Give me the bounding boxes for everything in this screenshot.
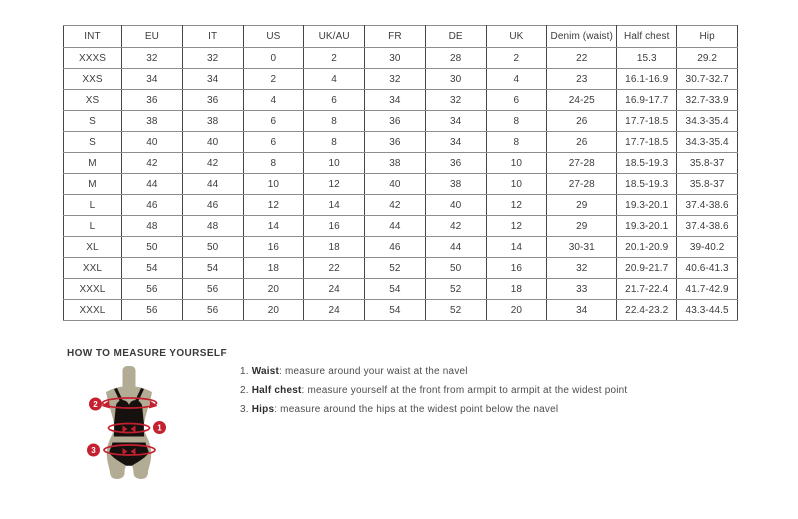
table-cell: 38 [182,111,243,132]
column-header: IT [182,26,243,48]
table-row [64,279,738,300]
table-cell: 22.4-23.2 [617,300,677,321]
table-cell: 37.4-38.6 [677,216,738,237]
measure-section-heading: HOW TO MEASURE YOURSELF [67,348,227,359]
table-cell: 21.7-22.4 [617,279,677,300]
table-cell: 12 [304,174,365,195]
table-cell: 6 [304,90,365,111]
table-cell: 46 [182,195,243,216]
table-cell: 32 [365,69,426,90]
table-cell: 36 [122,90,183,111]
table-cell: 40 [122,132,183,153]
table-cell: 20 [243,279,304,300]
table-cell: 32 [425,90,486,111]
table-cell: 14 [304,195,365,216]
table-cell: 18 [243,258,304,279]
table-cell: XS [64,90,122,111]
table-cell: 42 [425,216,486,237]
table-cell: 4 [486,69,547,90]
table-cell: 18 [486,279,547,300]
table-cell: 22 [304,258,365,279]
table-cell: 12 [486,216,547,237]
table-cell: 44 [182,174,243,195]
column-header: US [243,26,304,48]
table-cell: 44 [122,174,183,195]
table-cell: 6 [243,111,304,132]
table-row [64,153,738,174]
measure-item-half-chest [240,385,627,396]
column-header: INT [64,26,122,48]
table-cell: 43.3-44.5 [677,300,738,321]
table-cell: 56 [122,279,183,300]
table-cell: 17.7-18.5 [617,132,677,153]
table-cell: 10 [486,153,547,174]
table-cell: 10 [486,174,547,195]
table-cell: 16 [486,258,547,279]
table-cell: 38 [365,153,426,174]
item-number: 2. [240,385,249,396]
table-cell: 2 [486,48,547,69]
table-cell: 20.1-20.9 [617,237,677,258]
table-cell: 2 [304,48,365,69]
table-cell: 12 [243,195,304,216]
table-cell: 34 [425,132,486,153]
table-cell: 50 [425,258,486,279]
table-cell: 16 [304,216,365,237]
table-cell: 33 [547,279,617,300]
table-cell: 18.5-19.3 [617,174,677,195]
item-text: : measure around your waist at the navel [279,366,468,377]
table-cell: 40.6-41.3 [677,258,738,279]
measure-item-waist [240,366,627,377]
table-cell: 34 [122,69,183,90]
table-cell: 34 [365,90,426,111]
badge-half-chest-number: 2 [93,400,98,409]
table-cell: 52 [365,258,426,279]
measure-item-hips [240,404,627,415]
column-header: EU [122,26,183,48]
item-text: : measure yourself at the front from armpit to armpit at the widest point [301,385,628,396]
item-label: Hips [251,404,275,415]
table-cell: 26 [547,111,617,132]
table-cell: 34.3-35.4 [677,132,738,153]
size-table-body [64,48,738,321]
table-cell: 36 [182,90,243,111]
table-cell: 20 [243,300,304,321]
table-cell: 36 [365,111,426,132]
table-cell: 32 [122,48,183,69]
size-table-head-row [64,26,738,48]
table-cell: 8 [486,132,547,153]
item-label: Waist [251,366,280,377]
table-cell: 6 [486,90,547,111]
table-cell: 15.3 [617,48,677,69]
table-cell: 40 [365,174,426,195]
table-cell: 20.9-21.7 [617,258,677,279]
table-cell: 48 [122,216,183,237]
table-cell: 18 [304,237,365,258]
column-header: Denim (waist) [547,26,617,48]
table-cell: 8 [243,153,304,174]
table-cell: S [64,111,122,132]
table-cell: 52 [425,279,486,300]
measure-instructions [240,366,627,423]
table-cell: 42 [365,195,426,216]
table-cell: M [64,174,122,195]
table-cell: 4 [304,69,365,90]
table-cell: 44 [425,237,486,258]
table-cell: 27-28 [547,153,617,174]
table-cell: 52 [425,300,486,321]
table-row [64,90,738,111]
table-cell: 16 [243,237,304,258]
column-header: DE [425,26,486,48]
table-cell: 35.8-37 [677,174,738,195]
badge-waist-number: 1 [157,423,162,433]
table-cell: 50 [122,237,183,258]
table-row [64,237,738,258]
item-number: 1. [240,366,249,377]
table-cell: 34.3-35.4 [677,111,738,132]
table-cell: 56 [182,300,243,321]
table-cell: 27-28 [547,174,617,195]
table-cell: 19.3-20.1 [617,216,677,237]
table-cell: 54 [122,258,183,279]
table-cell: 29.2 [677,48,738,69]
table-cell: 18.5-19.3 [617,153,677,174]
table-cell: 54 [182,258,243,279]
table-cell: 2 [243,69,304,90]
table-cell: 30-31 [547,237,617,258]
table-cell: 34 [182,69,243,90]
table-cell: 40 [182,132,243,153]
table-row [64,69,738,90]
table-cell: 30.7-32.7 [677,69,738,90]
table-cell: 17.7-18.5 [617,111,677,132]
column-header: UK [486,26,547,48]
table-row [64,174,738,195]
table-cell: XL [64,237,122,258]
column-header: Hip [677,26,738,48]
size-chart-table [63,25,738,321]
table-cell: 19.3-20.1 [617,195,677,216]
size-table-head [64,26,738,48]
table-cell: 40 [425,195,486,216]
table-cell: 29 [547,195,617,216]
table-cell: 14 [486,237,547,258]
table-cell: 37.4-38.6 [677,195,738,216]
table-cell: 30 [425,69,486,90]
table-cell: 10 [243,174,304,195]
table-cell: 20 [486,300,547,321]
table-row [64,216,738,237]
table-cell: 22 [547,48,617,69]
table-cell: L [64,195,122,216]
table-cell: 0 [243,48,304,69]
table-cell: 32.7-33.9 [677,90,738,111]
table-cell: XXS [64,69,122,90]
table-cell: S [64,132,122,153]
table-cell: 50 [182,237,243,258]
mannequin-illustration [84,366,179,481]
table-cell: 39-40.2 [677,237,738,258]
table-cell: 44 [365,216,426,237]
table-cell: 42 [182,153,243,174]
table-cell: XXXS [64,48,122,69]
table-row [64,258,738,279]
column-header: Half chest [617,26,677,48]
column-header: FR [365,26,426,48]
table-cell: 16.9-17.7 [617,90,677,111]
table-cell: XXL [64,258,122,279]
table-cell: 29 [547,216,617,237]
item-label: Half chest [251,385,302,396]
table-cell: 34 [425,111,486,132]
table-cell: M [64,153,122,174]
table-cell: 46 [122,195,183,216]
table-cell: 56 [122,300,183,321]
table-cell: 36 [425,153,486,174]
table-cell: 30 [365,48,426,69]
table-cell: 26 [547,132,617,153]
table-cell: 8 [304,132,365,153]
table-cell: XXXL [64,279,122,300]
table-cell: 32 [182,48,243,69]
table-cell: 8 [304,111,365,132]
table-cell: 38 [122,111,183,132]
table-cell: 28 [425,48,486,69]
table-cell: 42 [122,153,183,174]
table-cell: 34 [547,300,617,321]
table-row [64,111,738,132]
item-number: 3. [240,404,249,415]
table-cell: 54 [365,279,426,300]
table-row [64,48,738,69]
table-cell: 8 [486,111,547,132]
item-text: : measure around the hips at the widest point below the navel [274,404,559,415]
table-row [64,300,738,321]
table-cell: 24-25 [547,90,617,111]
table-cell: 10 [304,153,365,174]
table-cell: 24 [304,300,365,321]
table-cell: 6 [243,132,304,153]
column-header: UK/AU [304,26,365,48]
table-cell: 38 [425,174,486,195]
table-cell: XXXL [64,300,122,321]
table-cell: 56 [182,279,243,300]
table-cell: 24 [304,279,365,300]
table-cell: 36 [365,132,426,153]
table-cell: 48 [182,216,243,237]
table-cell: 32 [547,258,617,279]
table-cell: L [64,216,122,237]
table-cell: 23 [547,69,617,90]
table-row [64,132,738,153]
table-cell: 16.1-16.9 [617,69,677,90]
table-cell: 12 [486,195,547,216]
table-cell: 35.8-37 [677,153,738,174]
table-cell: 14 [243,216,304,237]
table-cell: 54 [365,300,426,321]
badge-hips-number: 3 [91,446,96,455]
table-cell: 41.7-42.9 [677,279,738,300]
table-cell: 46 [365,237,426,258]
table-row [64,195,738,216]
table-cell: 4 [243,90,304,111]
